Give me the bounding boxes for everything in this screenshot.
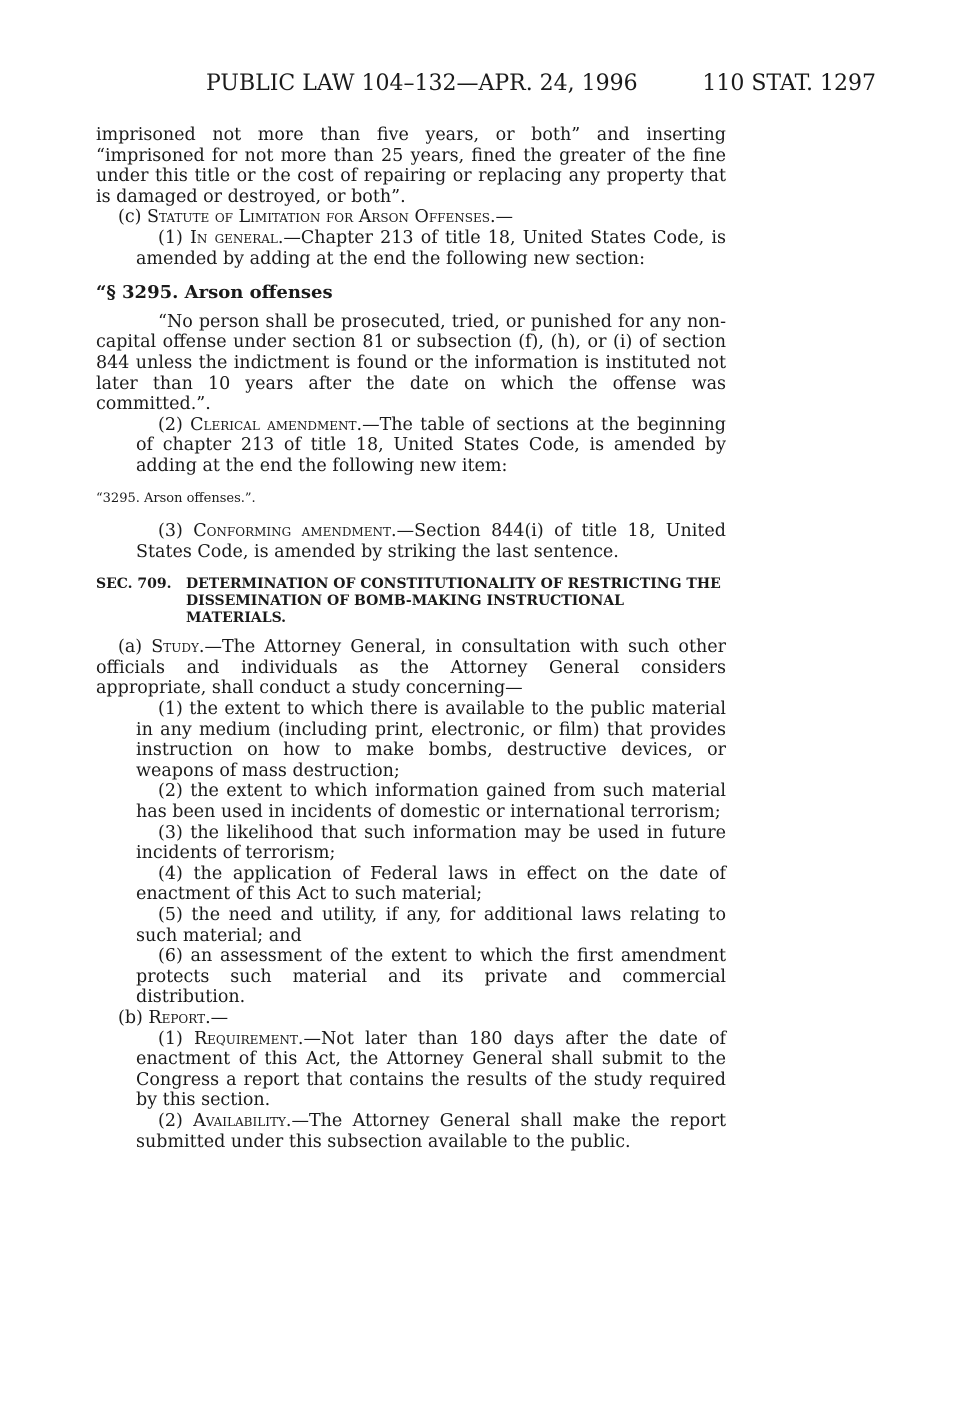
paragraph-b1: (1) Requirement.—Not later than 180 days after the date of enactment of this Act, the Attorney General shall submit to the Congress a report that contains the results of the study required by this section.	[136, 1028, 726, 1111]
table-of-sections-item: “3295. Arson offenses.”.	[96, 490, 256, 506]
paragraph-c3: (3) Conforming amendment.—Section 844(i) of title 18, United States Code, is amended by striking the last sentence.	[136, 521, 726, 562]
item-a5: (5) the need and utility, if any, for additional laws relating to such material; and	[136, 905, 726, 946]
paragraph-b2: (2) Availability.—The Attorney General shall make the report submitted under this subsection available to the public.	[136, 1110, 726, 1152]
paragraph-b1-heading: Requirement	[193, 1028, 298, 1049]
paragraph-c1: (1) In general.—Chapter 213 of title 18, United States Code, is amended by adding at the end the following new section:	[136, 227, 726, 269]
section-3295-heading: “§ 3295. Arson offenses	[96, 282, 333, 304]
subsection-b-heading: Report	[148, 1007, 206, 1028]
section-709-number: SEC. 709.	[96, 576, 172, 593]
paragraph-c2: (2) Clerical amendment.—The table of sections at the beginning of chapter 213 of title 18, United States Code, is amended by adding at the end the following new item:	[136, 414, 726, 476]
paragraph-b2-heading: Availability	[193, 1110, 286, 1131]
item-a1: (1) the extent to which there is available to the public material in any medium (including print, electronic, or film) that provides instruction on how to make bombs, destructive devices, or weapons of mass destruction;	[136, 699, 726, 781]
subsection-c-heading: Statute of Limitation for Arson Offenses	[147, 207, 490, 228]
stat-citation: 110 STAT. 1297	[702, 71, 876, 96]
subsection-a-heading: Study	[151, 637, 199, 658]
subsection-b: (b) Report.—	[118, 1007, 229, 1028]
paragraph-c3-heading: Conforming amendment	[193, 521, 392, 542]
page-header	[96, 68, 876, 100]
section-3295-text: “No person shall be prosecuted, tried, or punished for any non-capital offense under section 81 or subsection (f), (h), or (i) of section 844 unless the indictment is found or the information is instituted not later than 10 years after the date on which the offense was committed.”.	[96, 311, 726, 415]
subsection-a: (a) Study.—The Attorney General, in consultation with such other officials and individuals as the Attorney General considers appropriate, shall conduct a study concerning—	[96, 637, 726, 699]
paragraph-c2-heading: Clerical amendment	[190, 414, 357, 435]
page-body	[96, 125, 726, 1152]
section-709-heading: DETERMINATION OF CONSTITUTIONALITY OF RESTRICTING THE DISSEMINATION OF BOMB-MAKING INSTRUCTIONAL MATERIALS.	[186, 576, 721, 627]
paragraph-c1-heading: In general	[189, 227, 278, 248]
continued-paragraph: imprisoned not more than five years, or both” and inserting “imprisoned for not more than 25 years, fined the greater of the fine under this title or the cost of repairing or replacing any property that is damaged or destroyed, or both”.	[96, 125, 726, 207]
item-a6: (6) an assessment of the extent to which the first amendment protects such material and its private and commercial distribution.	[136, 946, 726, 1008]
subsection-c: (c) Statute of Limitation for Arson Offenses.—	[118, 207, 514, 228]
item-a3: (3) the likelihood that such information may be used in future incidents of terrorism;	[136, 822, 726, 864]
section-709-title	[96, 576, 726, 627]
running-head: PUBLIC LAW 104–132—APR. 24, 1996	[206, 71, 638, 96]
item-a4: (4) the application of Federal laws in effect on the date of enactment of this Act to such material;	[136, 863, 726, 905]
item-a2: (2) the extent to which information gained from such material has been used in incidents of domestic or international terrorism;	[136, 781, 726, 823]
